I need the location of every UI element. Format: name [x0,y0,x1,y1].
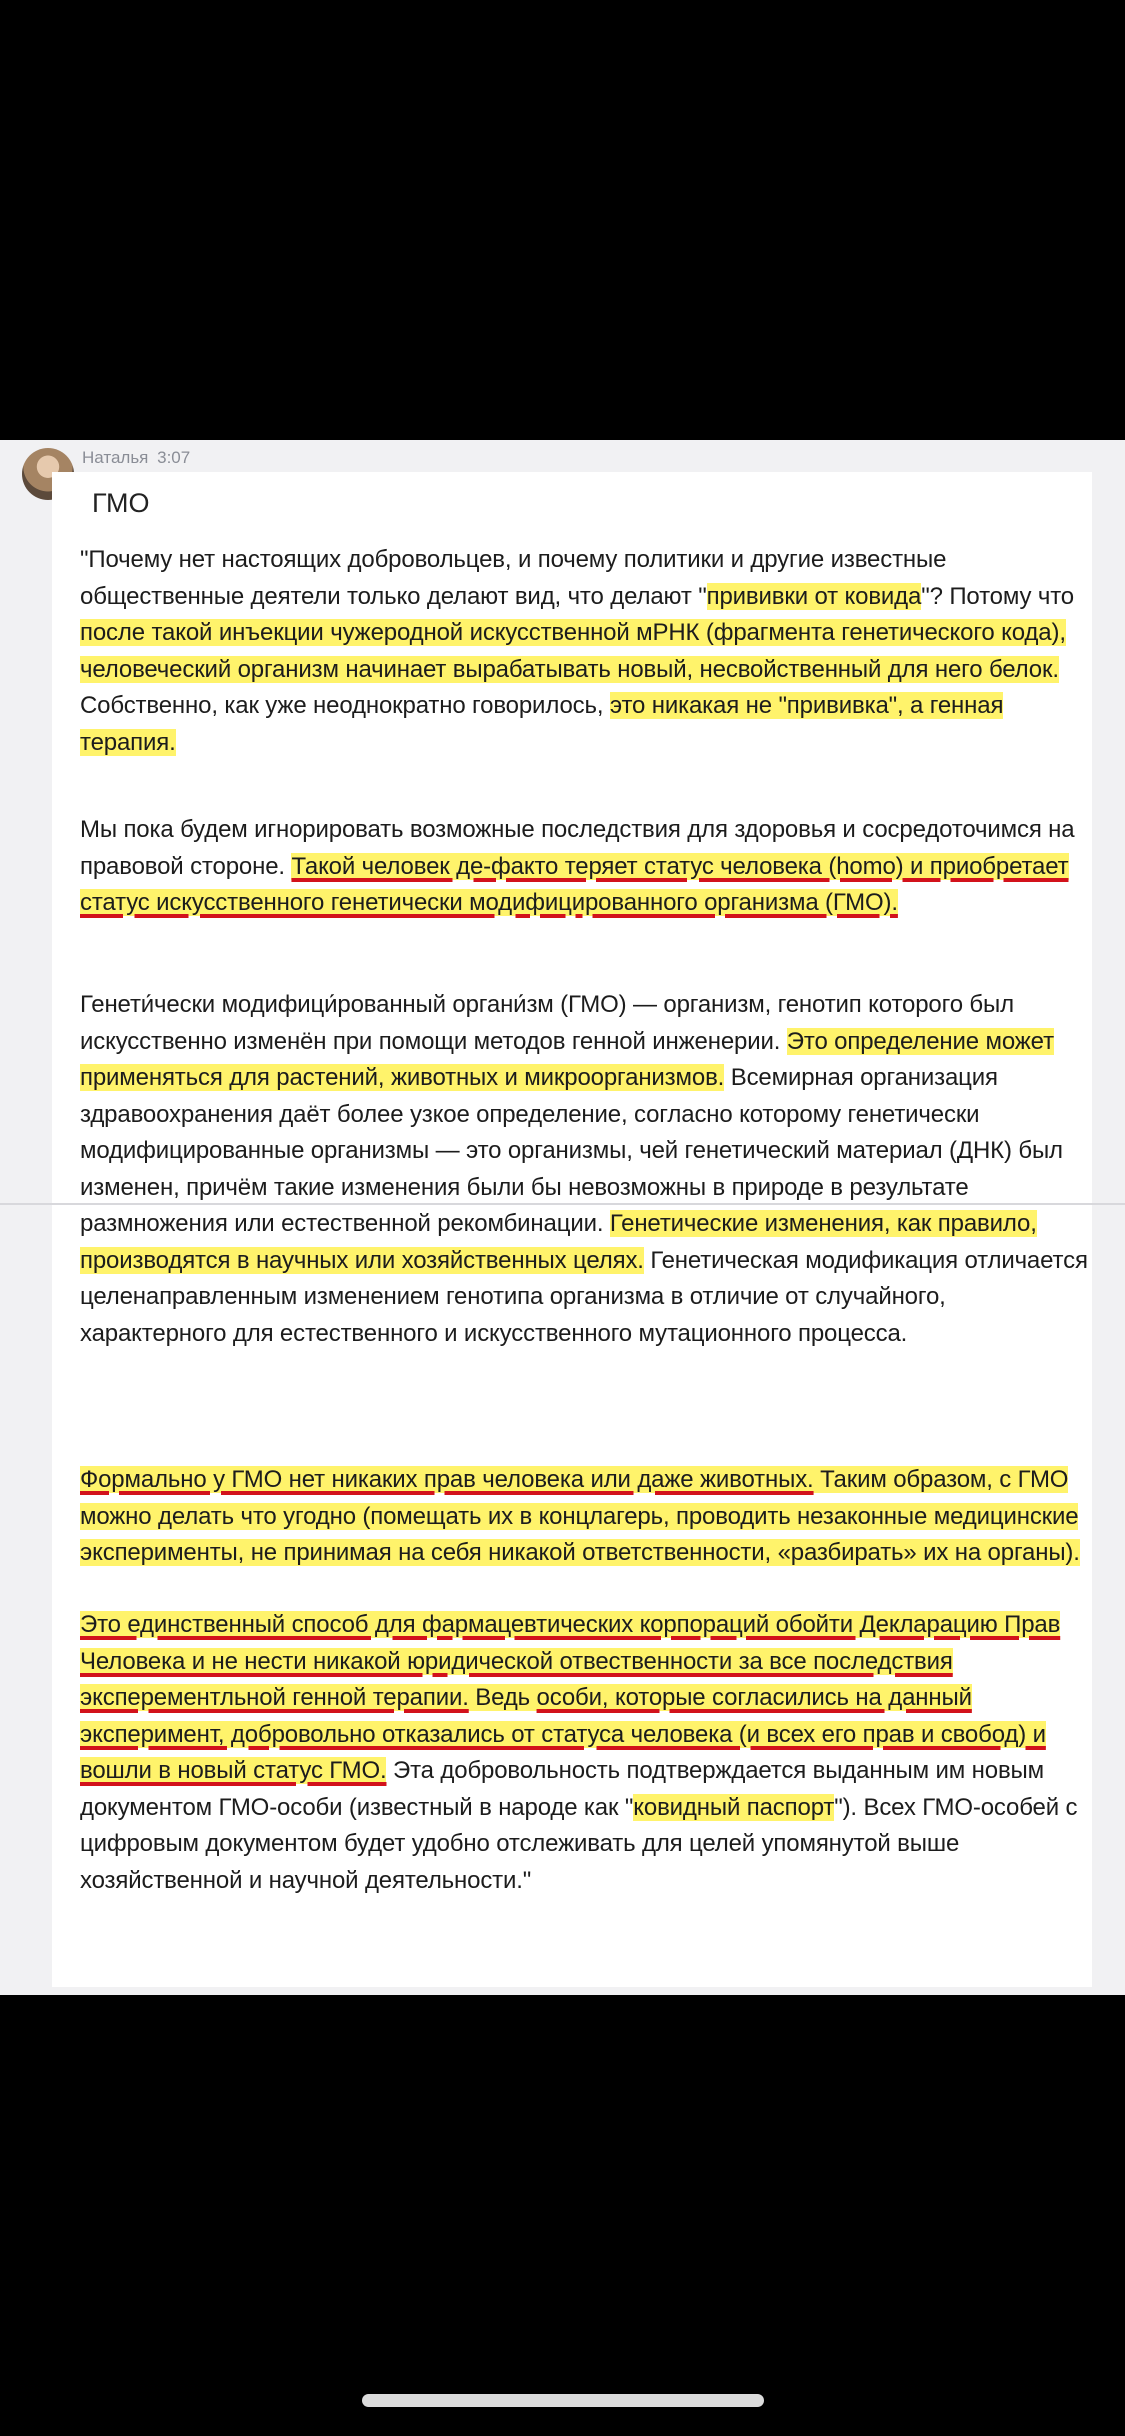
message-meta [82,448,194,468]
text-segment: Генетическая модификация отличается целенаправленным изменением генотипа организма в отличие от случайного, характерного для естественного и искусственного мутационного процесса. [80,1246,1088,1347]
highlighted-text: Такой человек де-факто теряет статус человека (homo) и приобретает статус искусственного генетически модифицированного организма (ГМО). [80,852,1069,916]
text-segment: Мы пока будем игнорировать возможные последствия для здоровья и сосредоточимся на правовой стороне. [80,816,1075,880]
highlighted-text: прививки от ковида [706,582,922,610]
highlighted-text: после такой инъекции чужеродной искусственной мРНК (фрагмента генетического кода), человеческий организм начинает вырабатывать новый, несвойственный для него белок. [80,619,1066,683]
highlighted-text: Генетические изменения, как правило, производятся в научных или хозяйственных целях. [80,1210,1037,1274]
text-segment: "). Всех ГМО-особей с цифровым документом будет удобно отслеживать для целей упомянутой выше хозяйственной и научной деятельности." [80,1793,1078,1894]
text-segment: "? Потому что [921,582,1074,610]
highlighted-text: особи, которые согласились на данный эксперимент, добровольно отказались от статуса человека (и всех его прав и свобод) и вошли в новый статус ГМО. [80,1684,1046,1784]
highlighted-text: Формально у ГМО нет никаких прав человека или даже животных. [80,1466,814,1493]
highlighted-text: Таким образом, с ГМО можно делать что угодно (помещать их в концлагерь, проводить незаконные медицинские эксперименты, не принимая на себя никакой ответственности, «разбирать» их на органы). [80,1466,1080,1566]
paragraph-4 [80,1462,1090,1572]
text-segment: Собственно, как уже неоднократно говорилось, [80,692,610,719]
text-segment: Эта добровольность подтверждается выданным им новым документом ГМО-особи (известный в народе как " [80,1757,1044,1821]
home-indicator[interactable] [362,2394,764,2407]
highlighted-text: это никакая не "прививка", а генная терапия. [80,692,1004,756]
text-segment: Всемирная организация здравоохранения даёт более узкое определение, согласно которому генетически модифицированные организмы — это организмы, чей генетический материал (ДНК) был изменен, причём такие изменения были бы невозможны в природе в результате размножения или естественной рекомбинации. [80,1064,1063,1237]
paragraph-5 [80,1607,1090,1899]
text-segment: "Почему нет настоящих добровольцев, и почему политики и другие известные общественные деятели только делают вид, что делают " [80,546,947,610]
highlighted-text: Это единственный способ для фармацевтических корпораций обойти Декларацию Прав Человека и не нести никакой юридической отвественности за все последствия эксперементльной генной терапии. [80,1611,1061,1711]
highlighted-text: Это определение может применяться для растений, животных и микроорганизмов. [80,1027,1054,1091]
highlighted-text: ковидный паспорт [633,1793,835,1821]
highlighted-text: Ведь [468,1684,537,1711]
message-card [0,440,1125,1995]
message-title: ГМО [92,488,150,518]
divider [0,1203,1125,1205]
paragraph-1 [80,542,1090,761]
paragraph-2 [80,812,1090,922]
message-time: 3:07 [157,448,191,467]
paragraph-3 [80,987,1090,1352]
text-segment: Генети́чески модифици́рованный органи́зм (ГМО) — организм, генотип которого был искусственно изменён при помощи методов генной инженерии. [80,991,1014,1055]
author-name[interactable]: Наталья [82,448,149,467]
